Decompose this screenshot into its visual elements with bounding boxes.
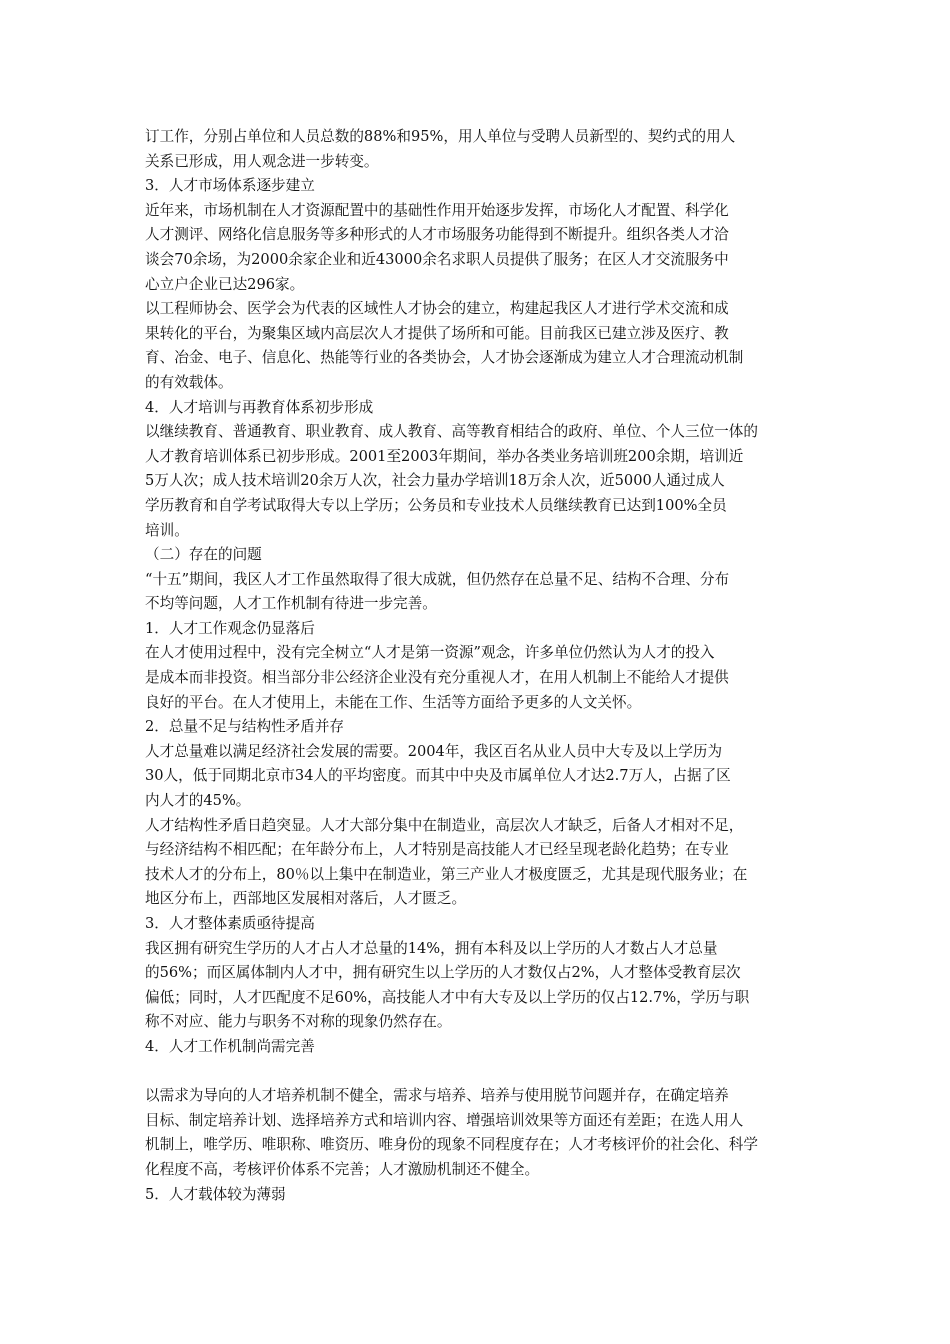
section-heading: 5．人才载体较为薄弱 bbox=[145, 1185, 286, 1203]
section-heading: 4．人才培训与再教育体系初步形成 bbox=[145, 398, 374, 416]
text-line: 以工程师协会、医学会为代表的区域性人才协会的建立，构建起我区人才进行学术交流和成 bbox=[145, 300, 729, 318]
text-line: 谈会70余场，为2000余家企业和近43000余名求职人员提供了服务；在区人才交流服务中 bbox=[145, 250, 729, 268]
text-line: 以继续教育、普通教育、职业教育、成人教育、高等教育相结合的政府、单位、个人三位一体的 bbox=[145, 423, 758, 441]
text-line: 人才教育培训体系已初步形成。2001至2003年期间，举办各类业务培训班200余期，培训近 bbox=[145, 447, 744, 465]
text-line: 是成本而非投资。相当部分非公经济企业没有充分重视人才，在用人机制上不能给人才提供 bbox=[145, 669, 729, 687]
text-line: 在人才使用过程中，没有完全树立“人才是第一资源”观念，许多单位仍然认为人才的投入 bbox=[145, 644, 715, 662]
section-heading: 4．人才工作机制尚需完善 bbox=[145, 1037, 315, 1055]
section-heading: （二）存在的问题 bbox=[145, 546, 262, 564]
text-line: 良好的平台。在人才使用上，未能在工作、生活等方面给予更多的人文关怀。 bbox=[145, 693, 642, 711]
section-heading: 3．人才市场体系逐步建立 bbox=[145, 177, 315, 195]
text-line: 偏低；同时，人才匹配度不足60%，高技能人才中有大专及以上学历的仅占12.7%，学历与职 bbox=[145, 988, 750, 1006]
document-page bbox=[145, 125, 808, 1207]
section-heading: 1．人才工作观念仍显落后 bbox=[145, 619, 315, 637]
text-line: 以需求为导向的人才培养机制不健全，需求与培养、培养与使用脱节问题并存，在确定培养 bbox=[145, 1087, 729, 1105]
text-line: 人才测评、网络化信息服务等多种形式的人才市场服务功能得到不断提升。组织各类人才洽 bbox=[145, 226, 729, 244]
text-line: 我区拥有研究生学历的人才占人才总量的14%，拥有本科及以上学历的人才数占人才总量 bbox=[145, 939, 718, 957]
text-line: 心立户企业已达296家。 bbox=[145, 275, 305, 293]
text-line: 技术人才的分布上，80％以上集中在制造业，第三产业人才极度匮乏，尤其是现代服务业；在 bbox=[145, 865, 748, 883]
text-line: 5万人次；成人技术培训20余万人次，社会力量办学培训18万余人次，近5000人通过成人 bbox=[145, 472, 725, 490]
text-line: 内人才的45%。 bbox=[145, 792, 251, 810]
section-heading: 2．总量不足与结构性矛盾并存 bbox=[145, 718, 345, 736]
text-line: 化程度不高，考核评价体系不完善；人才激励机制还不健全。 bbox=[145, 1160, 540, 1178]
text-line: 人才结构性矛盾日趋突显。人才大部分集中在制造业，高层次人才缺乏，后备人才相对不足， bbox=[145, 816, 744, 834]
text-line: 的有效载体。 bbox=[145, 373, 233, 391]
text-line: “十五”期间，我区人才工作虽然取得了很大成就，但仍然存在总量不足、结构不合理、分布 bbox=[145, 570, 730, 588]
section-heading: 3．人才整体素质亟待提高 bbox=[145, 915, 315, 932]
text-line: 订工作，分别占单位和人员总数的88%和95%，用人单位与受聘人员新型的、契约式的用人 bbox=[145, 128, 736, 145]
text-line: 的56%；而区属体制内人才中，拥有研究生以上学历的人才数仅占2%，人才整体受教育层次 bbox=[145, 964, 741, 982]
text-line: 目标、制定培养计划、选择培养方式和培训内容、增强培训效果等方面还有差距；在选人用人 bbox=[145, 1111, 744, 1129]
text-line: 地区分布上，西部地区发展相对落后，人才匮乏。 bbox=[145, 890, 467, 908]
text-line: 机制上，唯学历、唯职称、唯资历、唯身份的现象不同程度存在；人才考核评价的社会化、科学 bbox=[145, 1136, 758, 1154]
text-line: 人才总量难以满足经济社会发展的需要。2004年，我区百名从业人员中大专及以上学历为 bbox=[145, 742, 723, 760]
text-line: 与经济结构不相匹配；在年龄分布上，人才特别是高技能人才已经呈现老龄化趋势；在专业 bbox=[145, 841, 729, 859]
text-line: 不均等问题，人才工作机制有待进一步完善。 bbox=[145, 595, 437, 613]
text-line: 关系已形成，用人观念进一步转变。 bbox=[145, 152, 379, 170]
text-line: 学历教育和自学考试取得大专以上学历；公务员和专业技术人员继续教育已达到100%全员 bbox=[145, 496, 727, 514]
blank-line bbox=[145, 1060, 808, 1085]
text-line: 30人，低于同期北京市34人的平均密度。而其中中央及市属单位人才达2.7万人，占据了区 bbox=[145, 767, 731, 785]
text-line: 果转化的平台，为聚集区域内高层次人才提供了场所和可能。目前我区已建立涉及医疗、教 bbox=[145, 324, 729, 342]
text-line: 称不对应、能力与职务不对称的现象仍然存在。 bbox=[145, 1013, 452, 1031]
text-line: 育、冶金、电子、信息化、热能等行业的各类协会，人才协会逐渐成为建立人才合理流动机制 bbox=[145, 349, 744, 367]
text-line: 近年来，市场机制在人才资源配置中的基础性作用开始逐步发挥，市场化人才配置、科学化 bbox=[145, 201, 729, 219]
text-line: 培训。 bbox=[145, 521, 189, 539]
